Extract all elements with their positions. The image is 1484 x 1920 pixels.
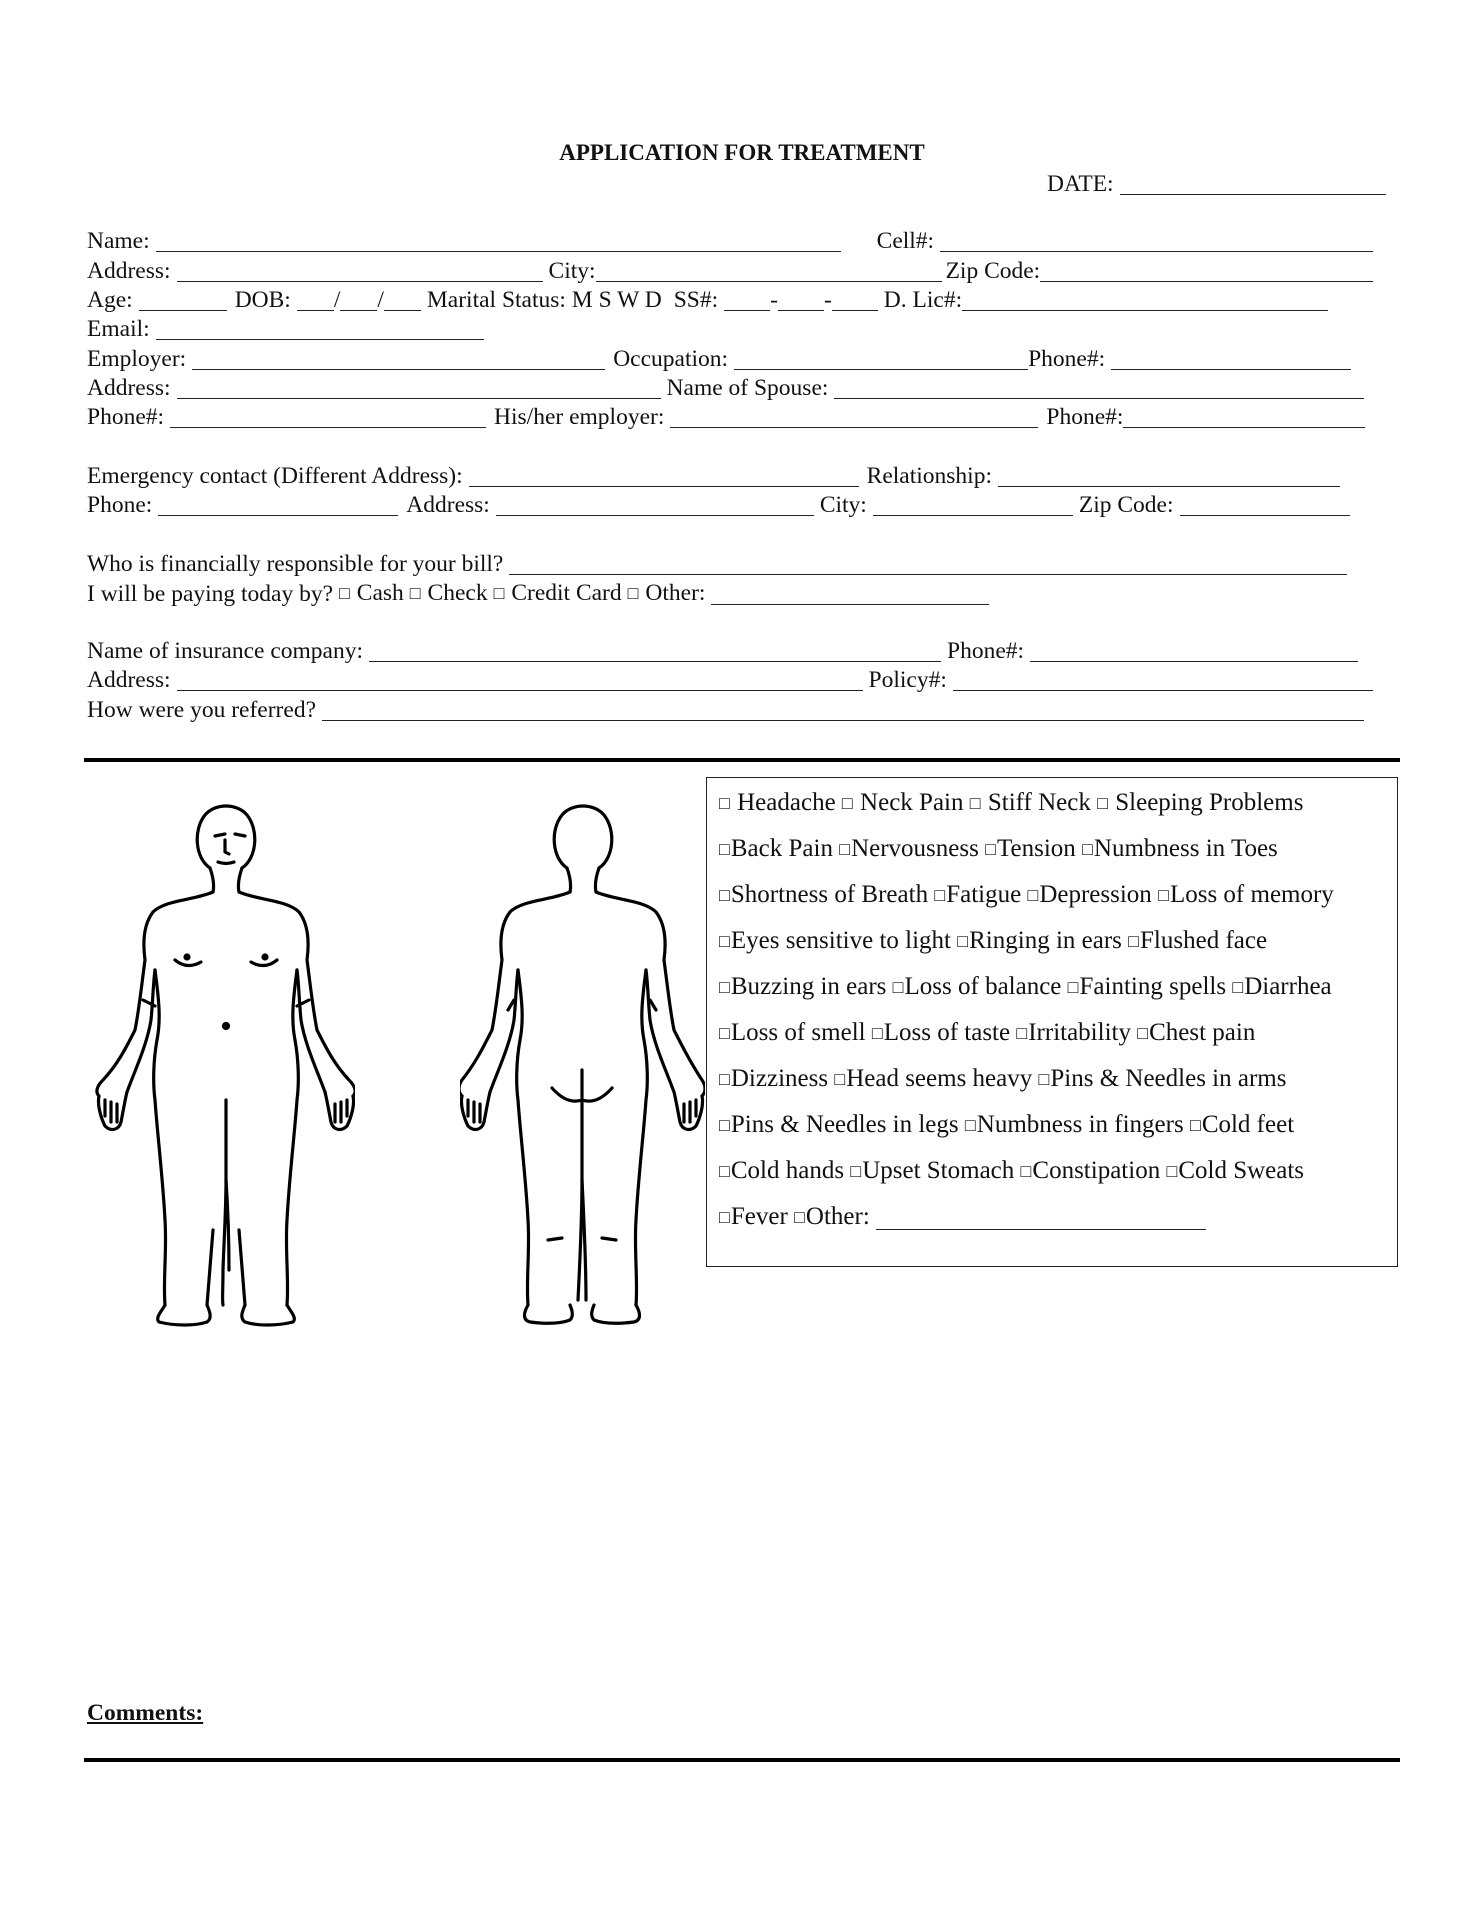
employer-address-label: Address: <box>87 375 171 401</box>
symptom-checkbox[interactable] <box>1152 881 1334 908</box>
payment-option-credit-card[interactable] <box>494 579 622 608</box>
symptom-label: Cold hands <box>730 1157 845 1184</box>
checkbox-icon[interactable]: □ <box>850 1161 862 1181</box>
employer-address-row <box>87 374 1368 402</box>
checkbox-icon[interactable]: □ <box>1082 839 1093 859</box>
checkbox-icon[interactable]: □ <box>493 583 505 603</box>
symptom-label: Pins & Needles in arms <box>1050 1065 1287 1092</box>
symptom-checkbox[interactable] <box>719 881 928 908</box>
symptom-checkbox[interactable] <box>719 1111 959 1138</box>
symptom-checkbox[interactable] <box>1091 789 1304 816</box>
address-label: Address: <box>87 258 171 284</box>
symptom-checkbox[interactable] <box>959 1111 1184 1138</box>
checkbox-icon[interactable]: □ <box>719 977 730 997</box>
address-row <box>87 257 1377 285</box>
spouse-label: Name of Spouse: <box>666 375 829 401</box>
checkbox-icon[interactable]: □ <box>1016 1023 1028 1043</box>
emergency-contact-field[interactable] <box>469 466 859 487</box>
emergency-address-label: Address: <box>406 492 490 518</box>
name-field[interactable] <box>156 231 841 252</box>
symptom-label: Pins & Needles in legs <box>730 1111 959 1138</box>
payment-option-label: Cash <box>356 580 404 606</box>
relationship-field[interactable] <box>998 466 1340 487</box>
spouse-phone-field[interactable] <box>170 407 486 428</box>
body-back-figure[interactable] <box>460 800 705 1335</box>
emergency-phone-row <box>87 491 1354 519</box>
symptom-row <box>719 834 1278 865</box>
spouse-employer-label: His/her employer: <box>494 404 665 430</box>
insurance-phone-field[interactable] <box>1030 641 1358 662</box>
symptom-checkbox[interactable] <box>1226 973 1332 1000</box>
emergency-zip-field[interactable] <box>1180 495 1350 516</box>
symptom-label: Upset Stomach <box>862 1157 1015 1184</box>
symptom-row <box>719 1202 1210 1233</box>
spouse-employer-phone-label: Phone#: <box>1046 404 1124 430</box>
insurance-phone-label: Phone#: <box>947 638 1025 664</box>
cell-label: Cell#: <box>876 228 935 254</box>
checkbox-icon[interactable]: □ <box>1027 885 1039 905</box>
checkbox-icon[interactable]: □ <box>409 583 421 603</box>
dlic-field[interactable] <box>962 290 1328 311</box>
age-label: Age: <box>87 287 133 313</box>
emergency-address-field[interactable] <box>496 495 814 516</box>
phone-field[interactable] <box>1111 349 1351 370</box>
payment-option-other[interactable] <box>628 579 706 608</box>
name-row <box>87 227 1377 255</box>
email-label: Email: <box>87 316 150 342</box>
symptom-label: Other: <box>805 1203 870 1230</box>
checkbox-icon[interactable]: □ <box>841 793 853 813</box>
body-front-figure[interactable] <box>95 800 355 1335</box>
symptom-checkbox[interactable] <box>964 789 1091 816</box>
insurance-company-row <box>87 637 1362 665</box>
comments-label: Comments: <box>87 1700 204 1726</box>
checkbox-icon[interactable]: □ <box>794 1207 805 1227</box>
spouse-phone-label: Phone#: <box>87 404 165 430</box>
symptom-row <box>719 788 1303 819</box>
symptom-checkbox[interactable] <box>1032 1065 1286 1092</box>
symptom-label: Numbness in Toes <box>1093 835 1278 862</box>
symptom-checkbox[interactable] <box>979 835 1076 862</box>
relationship-label: Relationship: <box>866 463 992 489</box>
comments-divider <box>84 1758 1400 1762</box>
symptom-label: Fatigue <box>946 881 1022 908</box>
payment-option-label: Credit Card <box>511 580 622 606</box>
age-field[interactable] <box>139 290 227 311</box>
checkbox-icon[interactable]: □ <box>1166 1161 1178 1181</box>
symptom-checkbox[interactable] <box>1014 1157 1160 1184</box>
checkbox-icon[interactable]: □ <box>957 931 969 951</box>
age-row <box>87 286 1332 314</box>
insurance-address-field[interactable] <box>177 670 863 691</box>
symptom-checkbox[interactable] <box>928 881 1021 908</box>
symptom-checkbox[interactable] <box>1076 835 1278 862</box>
payment-option-label: Other: <box>645 580 706 606</box>
ss-part3-field[interactable] <box>832 290 878 311</box>
symptom-label: Shortness of Breath <box>730 881 929 908</box>
symptom-label: Depression <box>1039 881 1152 908</box>
date-row <box>1047 170 1390 198</box>
dob-label: DOB: <box>234 287 291 313</box>
employer-address-field[interactable] <box>177 378 661 399</box>
symptom-label: Cold feet <box>1201 1111 1295 1138</box>
checkbox-icon[interactable]: □ <box>719 885 730 905</box>
financial-responsible-field[interactable] <box>509 554 1347 575</box>
checkbox-icon[interactable]: □ <box>719 793 730 813</box>
checkbox-icon[interactable]: □ <box>719 1161 730 1181</box>
dlic-label: D. Lic#: <box>883 287 963 313</box>
symptom-checkbox[interactable] <box>1061 973 1226 1000</box>
spouse-employer-phone-field[interactable] <box>1123 407 1365 428</box>
checkbox-icon[interactable]: □ <box>1158 885 1169 905</box>
checkbox-icon[interactable]: □ <box>1232 977 1244 997</box>
payment-method-row <box>87 579 993 608</box>
referral-field[interactable] <box>322 700 1364 721</box>
checkbox-icon[interactable]: □ <box>1067 977 1079 997</box>
symptoms-checklist <box>706 777 1398 1267</box>
symptom-checkbox[interactable] <box>833 835 979 862</box>
checkbox-icon[interactable]: □ <box>934 885 946 905</box>
symptom-row <box>719 1018 1255 1049</box>
symptom-checkbox[interactable] <box>886 973 1061 1000</box>
symptom-row <box>719 1064 1286 1095</box>
ss-separator: - <box>823 287 832 313</box>
payment-option-check[interactable] <box>410 579 488 608</box>
checkbox-icon[interactable]: □ <box>1020 1161 1032 1181</box>
symptom-row <box>719 1110 1294 1141</box>
spouse-field[interactable] <box>834 378 1364 399</box>
symptom-checkbox[interactable] <box>719 835 833 862</box>
symptom-label: Back Pain <box>730 835 833 862</box>
financial-responsible-row <box>87 550 1351 578</box>
symptom-label: Eyes sensitive to light <box>730 927 951 954</box>
symptom-checkbox[interactable] <box>719 789 836 816</box>
symptom-checkbox[interactable] <box>866 1019 1011 1046</box>
symptom-label: Flushed face <box>1140 927 1268 954</box>
checkbox-icon[interactable]: □ <box>719 1069 730 1089</box>
ss-part2-field[interactable] <box>778 290 824 311</box>
symptom-checkbox[interactable] <box>1010 1019 1131 1046</box>
symptom-checkbox[interactable] <box>1160 1157 1304 1184</box>
checkbox-icon[interactable]: □ <box>719 1023 730 1043</box>
symptom-label: Nervousness <box>851 835 979 862</box>
symptom-label: Sleeping Problems <box>1115 789 1304 816</box>
checkbox-icon[interactable]: □ <box>627 583 639 603</box>
insurance-company-field[interactable] <box>369 641 941 662</box>
symptom-checkbox[interactable] <box>1184 1111 1294 1138</box>
insurance-address-label: Address: <box>87 667 171 693</box>
checkbox-icon[interactable]: □ <box>1128 931 1140 951</box>
dob-separator: / <box>377 287 384 313</box>
symptom-label: Cold Sweats <box>1178 1157 1305 1184</box>
checkbox-icon[interactable]: □ <box>985 839 996 859</box>
email-row <box>87 315 488 343</box>
symptom-label: Loss of taste <box>883 1019 1011 1046</box>
symptom-checkbox[interactable] <box>719 927 951 954</box>
symptom-checkbox[interactable] <box>1131 1019 1255 1046</box>
section-divider <box>84 758 1400 762</box>
form-title: APPLICATION FOR TREATMENT <box>559 140 925 165</box>
checkbox-icon[interactable]: □ <box>339 583 350 603</box>
phone-label: Phone#: <box>1028 346 1106 372</box>
symptom-label: Neck Pain <box>860 789 964 816</box>
symptom-checkbox[interactable] <box>836 789 964 816</box>
email-field[interactable] <box>156 319 484 340</box>
employer-label: Employer: <box>87 346 187 372</box>
date-field[interactable] <box>1120 174 1386 195</box>
checkbox-icon[interactable]: □ <box>839 839 851 859</box>
spouse-phone-row <box>87 403 1369 431</box>
checkbox-icon[interactable]: □ <box>834 1069 846 1089</box>
emergency-contact-label: Emergency contact (Different Address): <box>87 463 463 489</box>
checkbox-icon[interactable]: □ <box>871 1023 883 1043</box>
ss-label: SS#: <box>673 287 719 313</box>
dob-separator: / <box>333 287 341 313</box>
symptom-label: Stiff Neck <box>987 789 1091 816</box>
symptom-label: Headache <box>737 789 836 816</box>
symptom-row <box>719 972 1332 1003</box>
payment-other-field[interactable] <box>711 584 989 605</box>
symptom-label: Irritability <box>1028 1019 1131 1046</box>
symptom-label: Diarrhea <box>1244 973 1332 1000</box>
payment-option-label: Check <box>427 580 488 606</box>
symptom-checkbox[interactable] <box>951 927 1122 954</box>
symptom-label: Tension <box>996 835 1076 862</box>
emergency-contact-row <box>87 462 1344 490</box>
marital-status-label[interactable]: Marital Status: M S W D <box>426 287 662 313</box>
emergency-zip-label: Zip Code: <box>1078 492 1174 518</box>
checkbox-icon[interactable]: □ <box>719 1207 730 1227</box>
symptom-row <box>719 880 1334 911</box>
policy-label: Policy#: <box>868 667 947 693</box>
symptom-label: Ringing in ears <box>969 927 1122 954</box>
symptom-label: Dizziness <box>730 1065 829 1092</box>
financial-responsible-label: Who is financially responsible for your bill? <box>87 551 504 577</box>
symptom-label: Chest pain <box>1149 1019 1256 1046</box>
checkbox-icon[interactable]: □ <box>1137 1023 1149 1043</box>
symptom-checkbox[interactable] <box>719 973 886 1000</box>
name-label: Name: <box>87 228 150 254</box>
checkbox-icon[interactable]: □ <box>892 977 904 997</box>
symptom-other-field[interactable] <box>876 1209 1206 1230</box>
policy-field[interactable] <box>953 670 1373 691</box>
address-field[interactable] <box>177 261 543 282</box>
insurance-company-label: Name of insurance company: <box>87 638 364 664</box>
symptom-row <box>719 1156 1304 1187</box>
city-field[interactable] <box>596 261 942 282</box>
occupation-field[interactable] <box>734 349 1028 370</box>
symptom-label: Loss of memory <box>1169 881 1334 908</box>
symptom-label: Buzzing in ears <box>730 973 887 1000</box>
checkbox-icon[interactable]: □ <box>969 793 981 813</box>
symptom-checkbox[interactable] <box>719 1019 866 1046</box>
symptom-checkbox[interactable] <box>788 1203 870 1230</box>
symptom-checkbox[interactable] <box>719 1065 828 1092</box>
dob-day-field[interactable] <box>340 290 377 311</box>
symptom-checkbox[interactable] <box>719 1203 788 1230</box>
symptom-label: Numbness in fingers <box>976 1111 1184 1138</box>
symptom-label: Fever <box>730 1203 788 1230</box>
symptom-label: Head seems heavy <box>846 1065 1033 1092</box>
zip-label: Zip Code: <box>945 258 1041 284</box>
payment-option-cash[interactable] <box>339 579 404 608</box>
city-label: City: <box>548 258 596 284</box>
emergency-city-field[interactable] <box>873 495 1073 516</box>
ss-part1-field[interactable] <box>724 290 770 311</box>
symptom-checkbox[interactable] <box>719 1157 844 1184</box>
checkbox-icon[interactable]: □ <box>719 839 730 859</box>
cell-field[interactable] <box>940 231 1373 252</box>
symptom-row <box>719 926 1267 957</box>
referral-row <box>87 696 1368 724</box>
symptom-checkbox[interactable] <box>1122 927 1267 954</box>
symptom-checkbox[interactable] <box>1021 881 1152 908</box>
ss-separator: - <box>770 287 778 313</box>
dob-month-field[interactable] <box>297 290 334 311</box>
checkbox-icon[interactable]: □ <box>1189 1115 1201 1135</box>
head-outline <box>554 806 612 868</box>
symptom-label: Loss of balance <box>904 973 1062 1000</box>
checkbox-icon[interactable]: □ <box>719 1115 730 1135</box>
checkbox-icon[interactable]: □ <box>1097 793 1108 813</box>
checkbox-icon[interactable]: □ <box>964 1115 976 1135</box>
emergency-phone-label: Phone: <box>87 492 153 518</box>
emergency-city-label: City: <box>819 492 867 518</box>
symptom-label: Loss of smell <box>730 1019 866 1046</box>
spouse-employer-field[interactable] <box>670 407 1038 428</box>
emergency-phone-field[interactable] <box>158 495 398 516</box>
checkbox-icon[interactable]: □ <box>1038 1069 1050 1089</box>
dob-year-field[interactable] <box>384 290 421 311</box>
occupation-label: Occupation: <box>613 346 729 372</box>
zip-field[interactable] <box>1040 261 1373 282</box>
referral-label: How were you referred? <box>87 697 316 723</box>
checkbox-icon[interactable]: □ <box>719 931 730 951</box>
employer-row <box>87 345 1355 373</box>
payment-method-label: I will be paying today by? <box>87 581 334 607</box>
employer-field[interactable] <box>192 349 605 370</box>
symptom-label: Constipation <box>1032 1157 1161 1184</box>
symptom-checkbox[interactable] <box>844 1157 1014 1184</box>
symptom-label: Fainting spells <box>1079 973 1227 1000</box>
insurance-address-row <box>87 666 1377 694</box>
symptom-checkbox[interactable] <box>828 1065 1032 1092</box>
date-label: DATE: <box>1047 171 1114 197</box>
